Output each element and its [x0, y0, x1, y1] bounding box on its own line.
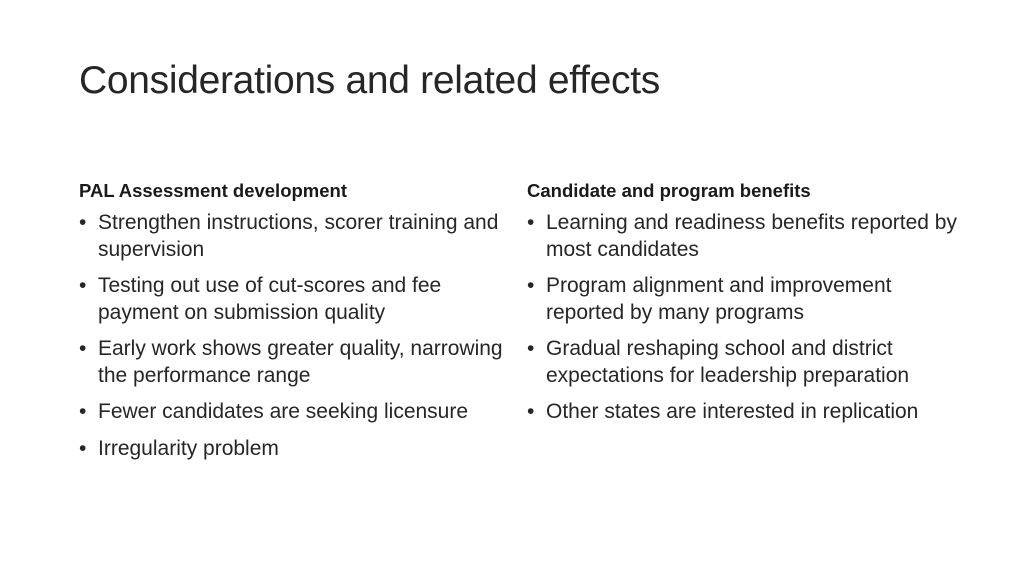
- list-item: [527, 210, 967, 263]
- list-item-text: Other states are interested in replication: [546, 400, 919, 423]
- list-item-text: Gradual reshaping school and district expectations for leadership preparation: [546, 337, 910, 387]
- left-column: [79, 178, 509, 472]
- bullet-icon: •: [79, 211, 87, 234]
- list-item-text: Strengthen instructions, scorer training and supervision: [98, 211, 499, 261]
- list-item: [79, 399, 509, 426]
- list-item: [79, 273, 509, 326]
- list-item-text: Learning and readiness benefits reported by most candidates: [546, 211, 957, 261]
- right-column-heading: Candidate and program benefits: [527, 180, 811, 201]
- list-item: [527, 336, 967, 389]
- list-item: [79, 210, 509, 263]
- list-item-text: Fewer candidates are seeking licensure: [98, 400, 469, 423]
- list-item-text: Irregularity problem: [98, 436, 279, 460]
- left-column-heading: PAL Assessment development: [79, 180, 347, 201]
- list-item-text: Program alignment and improvement reported by many programs: [546, 274, 892, 324]
- bullet-icon: •: [527, 211, 535, 234]
- bullet-icon: •: [79, 400, 87, 423]
- bullet-icon: •: [79, 436, 87, 460]
- right-column: [527, 178, 967, 436]
- list-item: [527, 273, 967, 326]
- right-bullet-list: [527, 210, 967, 426]
- slide-title: Considerations and related effects: [79, 59, 660, 102]
- list-item-text: Early work shows greater quality, narrowing the performance range: [98, 337, 503, 387]
- left-bullet-list: [79, 210, 509, 462]
- bullet-icon: •: [79, 337, 87, 360]
- bullet-icon: •: [527, 337, 535, 360]
- bullet-icon: •: [527, 274, 535, 297]
- list-item: [79, 336, 509, 389]
- bullet-icon: •: [79, 274, 87, 297]
- list-item: [79, 436, 509, 463]
- list-item-text: Testing out use of cut-scores and fee payment on submission quality: [98, 274, 442, 324]
- list-item: [527, 399, 967, 426]
- bullet-icon: •: [527, 400, 535, 423]
